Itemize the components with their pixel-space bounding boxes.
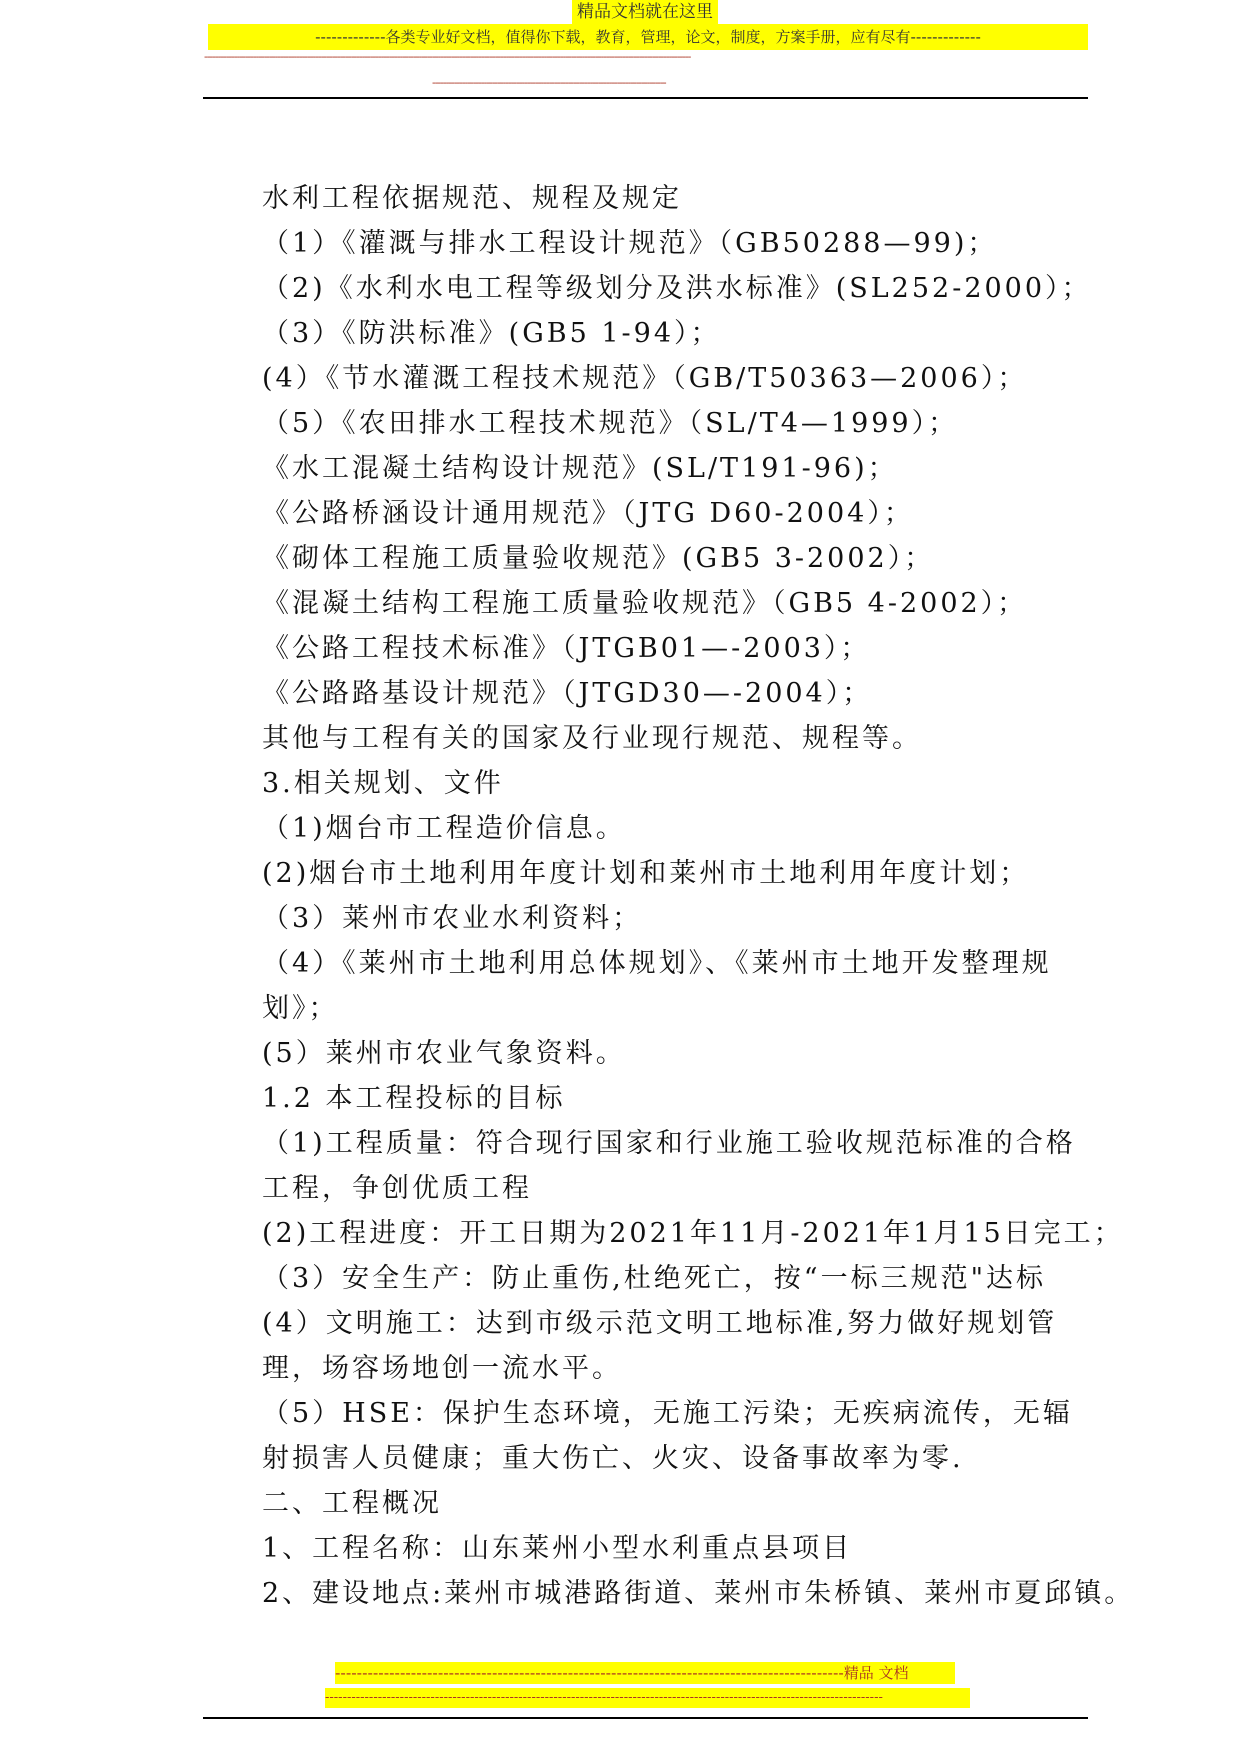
- footer-dash-line-bottom: -------------------------------------------------------------------------------------------------------------------------------: [325, 1688, 970, 1708]
- paragraph: 《混凝土结构工程施工质量验收规范》（GB5 4-2002）；: [262, 588, 1028, 619]
- paragraph: 《公路桥涵设计通用规范》（JTG D60-2004）；: [262, 498, 914, 529]
- header-dash-line-short: --------------------------------------------------------------------------------------: [432, 79, 666, 87]
- paragraph: 《公路路基设计规范》（JTGD30—-2004）；: [262, 678, 873, 709]
- document-body: [204, 176, 1135, 1616]
- paragraph-heading-plans: 3.相关规划、文件: [262, 768, 504, 799]
- paragraph: （2)《水利水电工程等级划分及洪水标准》(SL252-2000）；: [262, 273, 1092, 304]
- paragraph: （3）安全生产：防止重伤,杜绝死亡，按“一标三规范"达标: [262, 1263, 1046, 1294]
- paragraph: 其他与工程有关的国家及行业现行规范、规程等。: [262, 723, 922, 754]
- paragraph: 1、工程名称：山东莱州小型水利重点县项目: [262, 1533, 853, 1564]
- paragraph: （5）HSE：保护生态环境，无施工污染；无疾病流传，无辐射损害人员健康；重大伤亡、火灾、设备事故率为零.: [262, 1398, 1073, 1474]
- paragraph: （1)工程质量：符合现行国家和行业施工验收规范标准的合格工程，争创优质工程: [262, 1128, 1076, 1204]
- paragraph: (5）莱州市农业气象资料。: [262, 1038, 626, 1069]
- header-banner: -------------各类专业好文档，值得你下载，教育，管理，论文，制度，方案手册，应有尽有-------------: [208, 24, 1088, 50]
- paragraph: （3）莱州市农业水利资料；: [262, 903, 643, 934]
- header-title: 精品文档就在这里: [572, 0, 718, 24]
- paragraph: (4）《节水灌溉工程技术规范》（GB/T50363—2006）；: [262, 363, 1028, 394]
- paragraph: 《砌体工程施工质量验收规范》(GB5 3-2002）；: [262, 543, 935, 574]
- paragraph: 2、建设地点:莱州市城港路街道、莱州市朱桥镇、莱州市夏邱镇。: [262, 1578, 1135, 1609]
- paragraph: （4）《莱州市土地利用总体规划》、《莱州市土地开发整理规划》；: [262, 948, 1052, 1024]
- paragraph-heading-goals: 1.2 本工程投标的目标: [262, 1083, 566, 1114]
- paragraph: (2)烟台市土地利用年度计划和莱州市土地利用年度计划；: [262, 858, 1030, 889]
- footer-rule: [203, 1717, 1088, 1719]
- paragraph: （1)烟台市工程造价信息。: [262, 813, 626, 844]
- paragraph: 《水工混凝土结构设计规范》(SL/T191-96)；: [262, 453, 898, 484]
- paragraph: (2)工程进度：开工日期为2021年11月-2021年1月15日完工；: [262, 1218, 1124, 1249]
- header-rule: [203, 97, 1088, 99]
- paragraph-heading-overview: 二、工程概况: [262, 1488, 442, 1519]
- paragraph: (4）文明施工：达到市级示范文明工地标准,努力做好规划管理，场容场地创一流水平。: [262, 1308, 1058, 1384]
- footer-dash-line: ----------------------------------------------------------------------------------------------精品 文档: [335, 1662, 955, 1684]
- paragraph: （3）《防洪标准》(GB5 1-94）；: [262, 318, 721, 349]
- paragraph: （1）《灌溉与排水工程设计规范》（GB50288—99)；: [262, 228, 998, 259]
- header-dash-line: -----------------------------------------------------------------------------------------------------------------------------------------------------------------------------------: [204, 53, 691, 61]
- paragraph-heading-standards: 水利工程依据规范、规程及规定: [262, 183, 682, 214]
- paragraph: （5）《农田排水工程技术规范》（SL/T4—1999）；: [262, 408, 959, 439]
- paragraph: 《公路工程技术标准》（JTGB01—-2003）；: [262, 633, 871, 664]
